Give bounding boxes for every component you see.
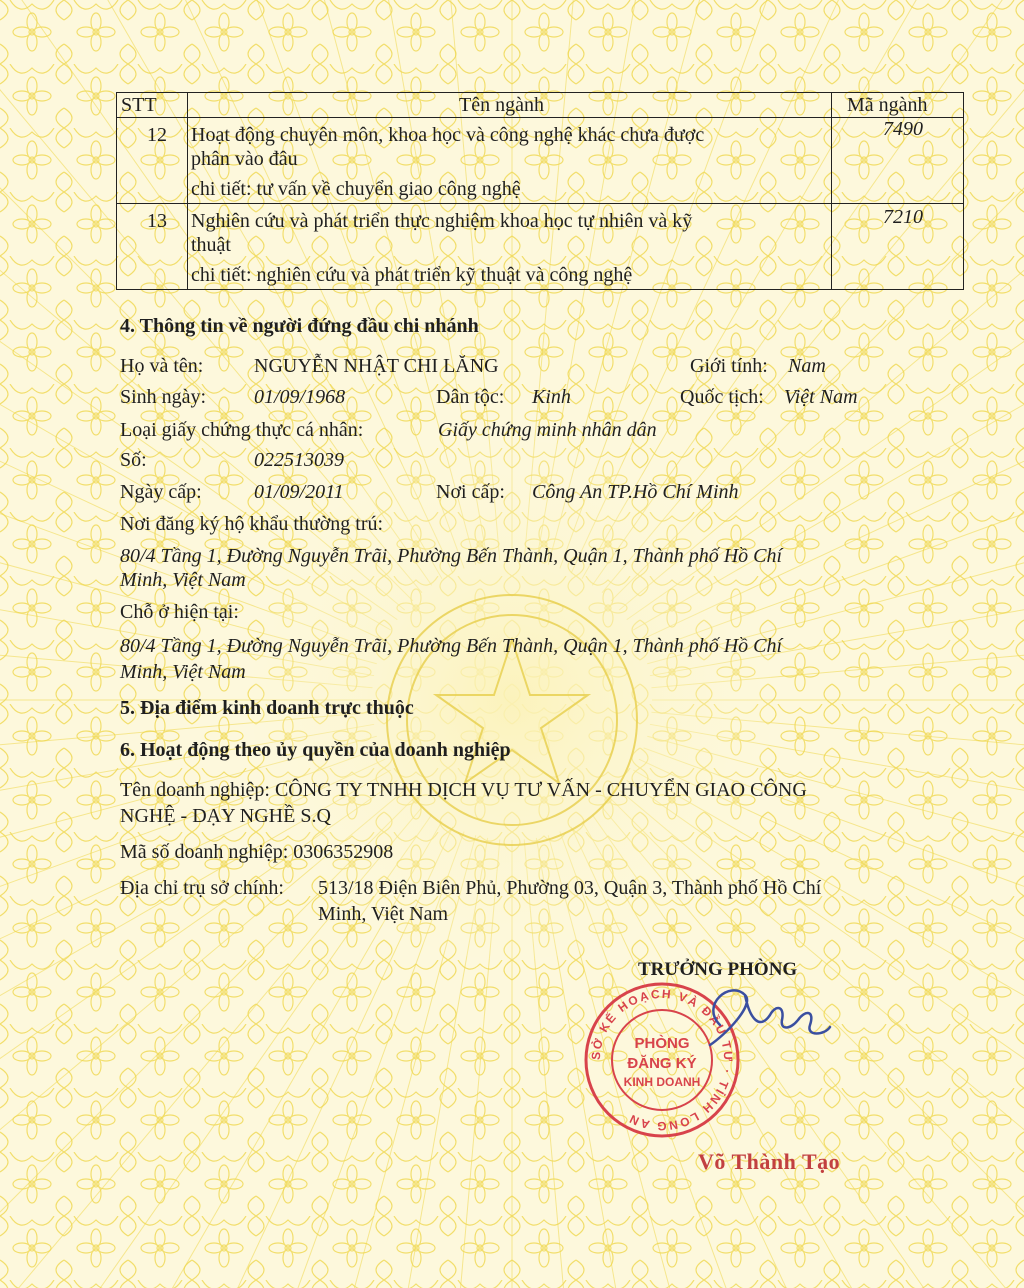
row-stt: 12 (147, 124, 167, 146)
row-stt: 13 (147, 210, 167, 232)
issue-date-value: 01/09/2011 (254, 481, 344, 503)
svg-text:SỞ KẾ HOẠCH VÀ ĐẦU TƯ · TỈNH L: SỞ KẾ HOẠCH VÀ ĐẦU TƯ · TỈNH LONG AN (588, 986, 736, 1134)
header-industry-name: Tên ngành (459, 94, 544, 116)
row-line: chi tiết: tư vấn về chuyển giao công nghệ (191, 178, 521, 200)
id-number-value: 022513039 (254, 449, 344, 471)
ethnic-value: Kinh (532, 386, 571, 408)
current-residence-line: 80/4 Tầng 1, Đường Nguyễn Trãi, Phường Bến Thành, Quận 1, Thành phố Hồ Chí (120, 635, 783, 657)
gender-value: Nam (788, 355, 826, 377)
company-name-line: NGHỆ - DẠY NGHỀ S.Q (120, 805, 331, 827)
issue-place-label: Nơi cấp: (436, 481, 505, 503)
gender-label: Giới tính: (690, 355, 768, 377)
svg-text:ĐĂNG KÝ: ĐĂNG KÝ (627, 1055, 697, 1072)
permanent-residence-label: Nơi đăng ký hộ khẩu thường trú: (120, 513, 384, 535)
row-line: thuật (191, 234, 231, 256)
section-5-heading: 5. Địa điểm kinh doanh trực thuộc (120, 697, 414, 719)
ethnic-label: Dân tộc: (436, 386, 505, 408)
header-industry-code: Mã ngành (847, 94, 928, 116)
row-line: Nghiên cứu và phát triển thực nghiệm khoa học tự nhiên và kỹ (191, 210, 693, 232)
head-office-line: Minh, Việt Nam (318, 903, 449, 925)
name-value: NGUYỄN NHẬT CHI LĂNG (254, 355, 499, 377)
dob-value: 01/09/1968 (254, 386, 346, 408)
nationality-label: Quốc tịch: (680, 386, 764, 408)
head-office-label: Địa chỉ trụ sở chính: (120, 877, 284, 899)
id-type-label: Loại giấy chứng thực cá nhân: (120, 419, 364, 441)
row-line: phân vào đâu (191, 148, 298, 170)
permanent-residence-line: Minh, Việt Nam (120, 569, 246, 591)
row-line: chi tiết: nghiên cứu và phát triển kỹ thuật và công nghệ (191, 264, 633, 286)
row-code: 7210 (883, 206, 923, 228)
header-stt: STT (121, 94, 157, 116)
name-label: Họ và tên: (120, 355, 204, 377)
current-residence-line: Minh, Việt Nam (120, 661, 246, 683)
issue-place-value: Công An TP.Hồ Chí Minh (532, 481, 739, 503)
tax-code-line: Mã số doanh nghiệp: 0306352908 (120, 841, 394, 863)
svg-text:PHÒNG: PHÒNG (634, 1035, 690, 1052)
id-type-value: Giấy chứng minh nhân dân (438, 419, 657, 441)
signer-name: Võ Thành Tạo (698, 1149, 841, 1174)
company-name-line: Tên doanh nghiệp: CÔNG TY TNHH DỊCH VỤ TƯ VẤN - CHUYỂN GIAO CÔNG (120, 779, 807, 801)
dob-label: Sinh ngày: (120, 386, 207, 408)
row-code: 7490 (883, 118, 923, 140)
current-residence-label: Chỗ ở hiện tại: (120, 601, 239, 623)
head-office-line: 513/18 Điện Biên Phủ, Phường 03, Quận 3, Thành phố Hồ Chí (318, 877, 822, 899)
permanent-residence-line: 80/4 Tầng 1, Đường Nguyễn Trãi, Phường Bến Thành, Quận 1, Thành phố Hồ Chí (120, 545, 783, 567)
section-6-heading: 6. Hoạt động theo ủy quyền của doanh nghiệp (120, 739, 511, 761)
issue-date-label: Ngày cấp: (120, 481, 202, 503)
section-4-heading: 4. Thông tin về người đứng đầu chi nhánh (120, 315, 479, 337)
handwritten-signature (690, 975, 840, 1055)
row-line: Hoạt động chuyên môn, khoa học và công nghệ khác chưa được (191, 124, 705, 146)
id-number-label: Số: (120, 449, 147, 471)
signature-title: TRƯỞNG PHÒNG (638, 959, 798, 980)
svg-text:KINH DOANH: KINH DOANH (623, 1075, 701, 1089)
nationality-value: Việt Nam (784, 386, 858, 408)
